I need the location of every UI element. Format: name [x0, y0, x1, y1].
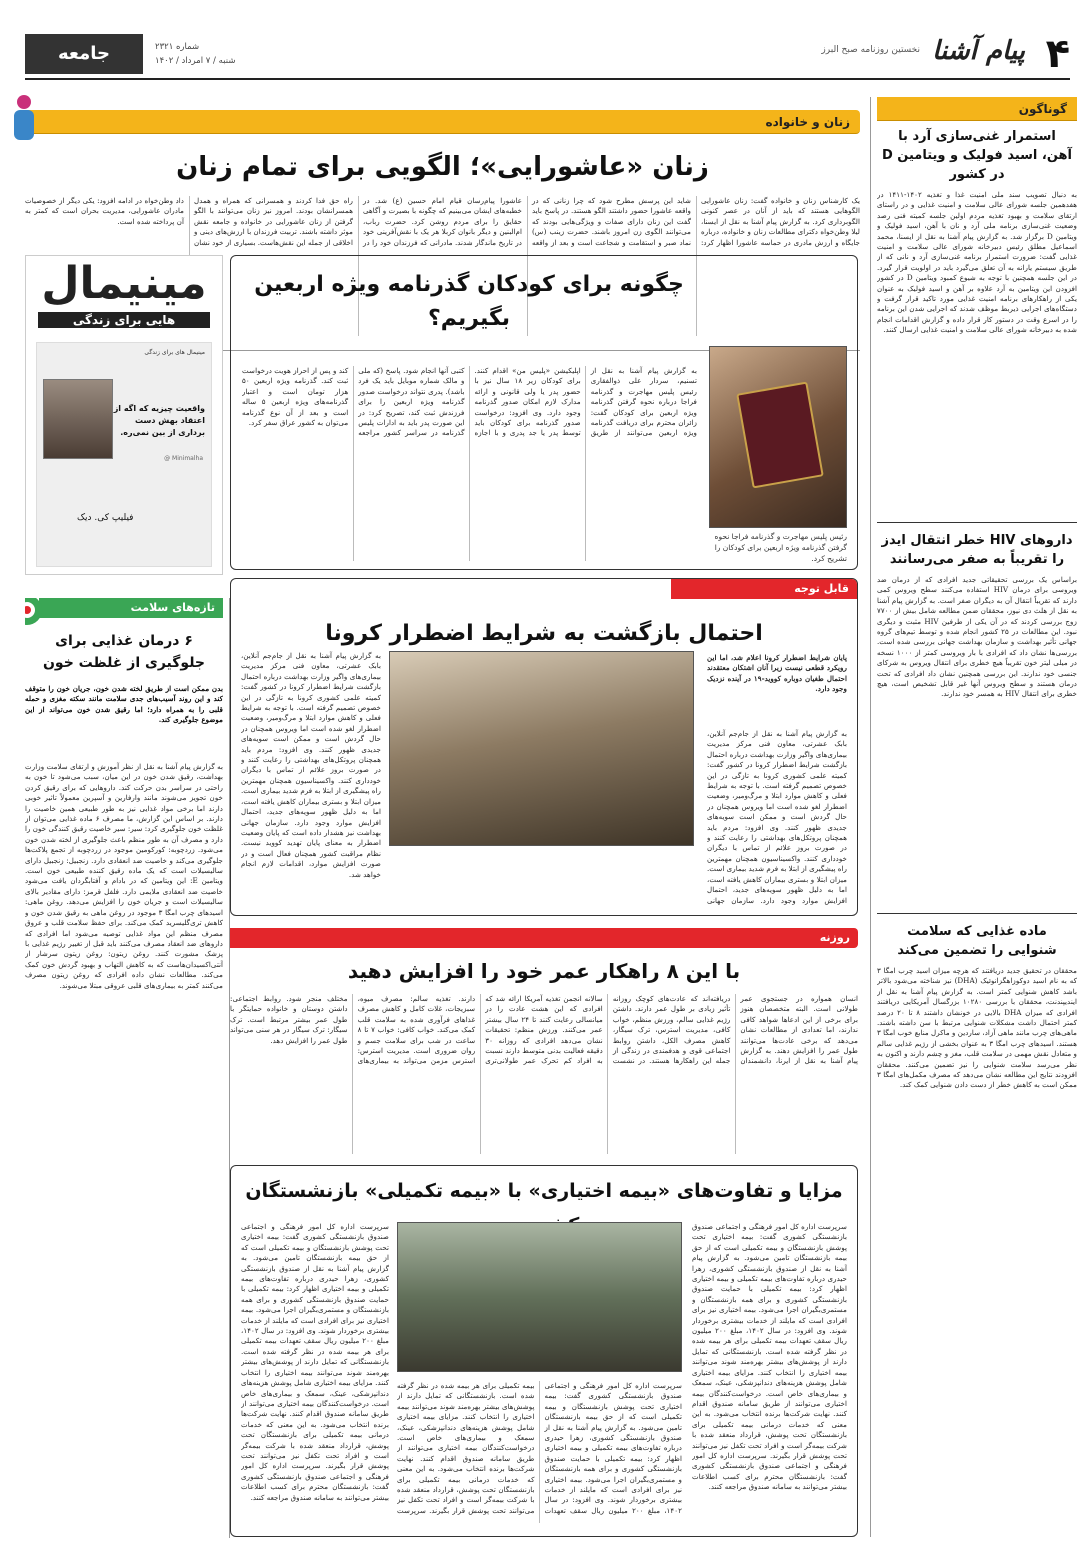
passport-icon — [736, 381, 824, 488]
corona-photo — [389, 651, 694, 846]
section-name: جامعه — [25, 34, 143, 74]
insurance-body-mid: سرپرست اداره کل امور فرهنگی و اجتماعی صندوق بازنشستگی کشوری گفت: بیمه اختیاری تحت پوشش بازنشستگان و بیمه تکمیلی است که از حق بیمه بازنشستگان تامین می‌شود. به گزارش پیام آشنا به نقل از صندوق بازنشستگی کشوری، زهرا حیدری درباره تفاوت‌های بیمه تکمیلی و بیمه اختیاری اظهار کرد: بیمه تکمیلی با حمایت صندوق بازنشستگی کشوری و برای همه بازنشستگان و مستمری‌بگیران اجرا می‌شود. بیمه اختیاری نیز برای افرادی است که مایلند از خدمات بیشتری برخوردار شوند. وی افزود: در سال ۱۴۰۲، مبلغ ۲۰۰ میلیون ریال سقف تعهدات بیمه تکمیلی برای هر بیمه شده در نظر گرفته شده است. بازنشستگانی که تمایل دارند از پوشش‌های بیشتر بهره‌مند شوند می‌توانند بیمه اختیاری را انتخاب کنند. مزایای بیمه اختیاری شامل پوشش هزینه‌های دندانپزشکی، عینک، سمعک و بیماری‌های خاص است. درخواست‌کنندگان بیمه اختیاری می‌توانند از طریق سامانه صندوق اقدام کنند. نهایت شرکت‌ها برنده انتخاب می‌شود. به این معنی که خدمات درمانی بیمه تکمیلی برای بازنشستگان تحت پوشش، قرارداد منعقد شده با شرکت بیمه‌گر است و افراد تحت تکفل نیز می‌توانند تحت پوشش قرار بگیرند. سرپرست — [397, 1381, 682, 1515]
corona-body-left: به گزارش پیام آشنا به نقل از جام‌جم آنلاین، بابک عشرتی، معاون فنی مرکز مدیریت بیماری‌های واگیر وزارت بهداشت درباره احتمال بازگشت شرایط اضطرار کرونا در کشور گفت: کمیته علمی کشوری کرونا به تازگی در این خصوص تصمیم گرفته است. با توجه به شرایط فعلی و کاهش موارد ابتلا و مرگ‌ومیر، وضعیت اضطرار لغو شده است اما ویروس همچنان در حال گردش است و ممکن است سویه‌های جدیدی ظهور کنند. وی افزود: مردم باید همچنان پروتکل‌های بهداشتی را رعایت کنند و در صورت بروز علائم از تماس با دیگران خودداری کنند. واکسیناسیون همچنان مهمترین راه پیشگیری از ابتلا به فرم شدید بیماری است. میزان ابتلا و بستری بیماران کاهش یافته است، اما به دلیل ظهور سویه‌های جدید، احتمال افزایش موارد وجود دارد. سازمان جهانی بهداشت نیز هشدار داده است که پایان وضعیت اضطرار به معنای پایان تهدید کووید نیست. نظام مراقبت کشور همچنان فعال است و در صورت افزایش موارد، اقدامات لازم انجام خواهد شد. — [241, 651, 381, 879]
corona-title: احتمال بازگشت به شرایط اضطرار کرونا — [325, 621, 763, 646]
women-tag-label: زنان و خانواده — [765, 115, 850, 129]
masthead — [25, 30, 1070, 80]
issue-number: شماره ۲۳۲۱ — [155, 42, 200, 52]
minimal-inner-tag: مینیمال های برای زندگی — [144, 349, 205, 356]
minimal-handle: @ Minimalha — [164, 455, 203, 462]
passport-photo — [709, 346, 847, 528]
masthead-logo: پیام آشنا — [932, 36, 1025, 66]
minimal-box — [25, 255, 223, 575]
sidebar-article-3-title: ماده غذایی که سلامت شنوایی را تضمین می‌کند — [897, 924, 1057, 958]
life-article — [230, 928, 858, 1160]
divider — [877, 522, 1077, 523]
right-sidebar — [877, 97, 1077, 1537]
women-body: یک کارشناس زنان و خانواده گفت: زنان عاشورایی الگوهایی هستند که باید از آنان در عصر کنونی الگوبرداری کرد. به گزارش پیام آشنا به نقل از ایسنا، لیلا وطن‌خواه دکترای مطالعات زنان و خانواده، درباره جایگاه و ارزش مادری در حماسه عاشورا اظهار کرد: شاید این پرسش مطرح شود که چرا زنانی که در واقعه عاشورا حضور داشتند الگو هستند. در پاسخ باید گفت این زنان دارای صفات و ویژگی‌هایی بودند که می‌توانند الگوی زن امروز باشند. حضرت زینب (س) نماد صبر و استقامت و شجاعت است و بعد از واقعه عاشورا پیام‌رسان قیام امام حسین (ع) شد. در خطبه‌های ایشان می‌بینیم که چگونه با بصیرت و آگاهی حقایق را برای مردم روشن کرد. حضرت رباب، ام‌البنین و دیگر بانوان کربلا هر یک با نقش‌آفرینی خود در تاریخ ماندگار شدند. مادرانی که فرزندان خود را در راه حق فدا کردند و همسرانی که همراه و همدل همسرانشان بودند. امروز نیز زنان می‌توانند با الگو گرفتن از زنان عاشورایی در خانواده و جامعه نقش موثر داشته باشند. تربیت فرزندان با ارزش‌های دینی و اخلاقی از جمله این نقش‌هاست. بسیاری از خود نشان داد وطن‌خواه در ادامه افزود: یکی دیگر از خصوصیات مادران عاشورایی، مدیریت بحران است که کمتر به آن پرداخته شده است. — [25, 196, 860, 247]
corona-lead: پایان شرایط اضطرار کرونا اعلام شد، اما این رویکرد قطعی نیست زیرا آنان اشتکان معتقدند احتمال طغیان دوباره کووید-۱۹ در آینده نزدیک وجود دارد. — [707, 653, 847, 694]
masthead-subtitle: نخستین روزنامه صبح البرز — [821, 45, 920, 55]
passport-title: چگونه برای کودکان گذرنامه ویژه اربعین بگیریم؟ — [254, 272, 684, 331]
insurance-body-right: سرپرست اداره کل امور فرهنگی و اجتماعی صندوق بازنشستگی کشوری گفت: بیمه اختیاری تحت پوشش بازنشستگان و بیمه تکمیلی است که از حق بیمه بازنشستگان تامین می‌شود. به گزارش پیام آشنا به نقل از صندوق بازنشستگی کشوری، زهرا حیدری درباره تفاوت‌های بیمه تکمیلی و بیمه اختیاری اظهار کرد: بیمه تکمیلی با حمایت صندوق بازنشستگی کشوری و برای همه بازنشستگان و مستمری‌بگیران اجرا می‌شود. بیمه اختیاری نیز برای افرادی است که مایلند از خدمات بیشتری برخوردار شوند. وی افزود: در سال ۱۴۰۲، مبلغ ۲۰۰ میلیون ریال سقف تعهدات بیمه تکمیلی برای هر بیمه شده در نظر گرفته شده است. بازنشستگانی که تمایل دارند از پوشش‌های بیشتر بهره‌مند شوند می‌توانند بیمه اختیاری را انتخاب کنند. مزایای بیمه اختیاری شامل پوشش هزینه‌های دندانپزشکی، عینک، سمعک و بیماری‌های خاص است. درخواست‌کنندگان بیمه اختیاری می‌توانند از طریق سامانه صندوق اقدام کنند. نهایت شرکت‌ها برنده انتخاب می‌شود. به این معنی که خدمات درمانی بیمه تکمیلی برای بازنشستگان تحت پوشش، قرارداد منعقد شده با شرکت بیمه‌گر است و افراد تحت تکفل نیز می‌توانند تحت پوشش قرار بگیرند. سرپرست اداره کل امور فرهنگی و اجتماعی صندوق بازنشستگی کشوری گفت: بازنشستگان محترم برای کسب اطلاعات بیشتر می‌توانند به سامانه صندوق مراجعه کنند. — [692, 1222, 847, 1492]
corona-body: به گزارش پیام آشنا به نقل از جام‌جم آنلاین، بابک عشرتی، معاون فنی مرکز مدیریت بیماری‌های واگیر وزارت بهداشت درباره احتمال بازگشت شرایط اضطرار کرونا در کشور گفت: کمیته علمی کشوری کرونا به تازگی در این خصوص تصمیم گرفته است. با توجه به شرایط فعلی و کاهش موارد ابتلا و مرگ‌ومیر، وضعیت اضطرار لغو شده است اما ویروس همچنان در حال گردش است و ممکن است سویه‌های جدیدی ظهور کنند. وی افزود: مردم باید همچنان پروتکل‌های بهداشتی را رعایت کنند و در صورت بروز علائم از تماس با دیگران خودداری کنند. واکسیناسیون همچنان مهمترین راه پیشگیری از ابتلا به فرم شدید بیماری است. میزان ابتلا و بستری بیماران کاهش یافته است، اما به دلیل ظهور سویه‌های جدید، احتمال افزایش موارد وجود دارد. سازمان جهانی — [707, 729, 847, 905]
health-tag: تازه‌های سلامت — [39, 598, 223, 618]
sidebar-divider — [870, 97, 871, 1537]
women-icon — [10, 92, 38, 142]
corona-article — [230, 578, 858, 916]
passport-body: به گزارش پیام آشنا به نقل از تسنیم، سردار علی ذوالفقاری رئیس پلیس مهاجرت و گذرنامه فراجا درباره نحوه گرفتن گذرنامه ویژه اربعین برای کودکان گفت: زائران محترم برای دریافت گذرنامه ویژه اربعین می‌توانند از طریق اپلیکیشن «پلیس من» اقدام کنند. برای کودکان زیر ۱۸ سال نیز با حضور پدر یا ولی قانونی و ارائه مدارک لازم امکان صدور گذرنامه وجود دارد. وی افزود: درخواست صدور گذرنامه برای کودکان باید توسط پدر یا جد پدری و با اجازه کتبی آنها انجام شود. پاسخ (که ملی و مالک شماره موبایل باید یک فرد باشد). پدری نتواند درخواست صدور گذرنامه ویژه اربعین را برای فرزندش ثبت کند، تصریح کرد: در این صورت پدر باید به ادارات پلیس گذرنامه در سراسر کشور مراجعه کند و پس از احراز هویت درخواست ثبت کند. گذرنامه ویژه اربعین ۵۰ هزار تومان است و اعتبار گذرنامه‌های ویژه اربعین ۵ ساله است و بعد از آن نوع گذرنامه می‌توان به کشور عراق سفر کرد. — [242, 366, 697, 438]
insurance-photo — [397, 1222, 682, 1372]
minimal-card — [36, 342, 212, 567]
women-title: زنان «عاشورایی»؛ الگویی برای تمام زنان — [176, 152, 709, 182]
life-body: انسان همواره در جستجوی عمر طولانی است. البته متخصصان هنوز برای برخی از این ادعاها شواهد کافی ندارند، اما تعدادی از مطالعات نشان می‌دهد که برخی عادت‌ها می‌توانند طول عمر را افزایش دهند. به گزارش پیام آشنا به نقل از ایرنا، دانشمندان دریافته‌اند که عادت‌های کوچک روزانه تأثیر زیادی بر طول عمر دارند. داشتن رژیم غذایی سالم، ورزش منظم، خواب کافی، مدیریت استرس، ترک سیگار، کاهش مصرف الکل، داشتن روابط اجتماعی قوی و هدفمندی در زندگی از جمله این راهکارها هستند. در نشست سالانه انجمن تغذیه آمریکا ارائه شد که افرادی که این هشت عادت را در میانسالی رعایت کنند تا ۲۴ سال بیشتر عمر می‌کنند. ورزش منظم: تحقیقات نشان می‌دهد افرادی که روزانه ۳۰ دقیقه فعالیت بدنی متوسط دارند نسبت به افراد کم تحرک عمر طولانی‌تری دارند. تغذیه سالم: مصرف میوه، سبزیجات، غلات کامل و کاهش مصرف غذاهای فرآوری شده به سلامت قلب کمک می‌کند. خواب کافی: خواب ۷ تا ۸ ساعت در شب برای سلامت جسم و روان ضروری است. مدیریت استرس: استرس مزمن می‌تواند به بیماری‌های مختلف منجر شود. روابط اجتماعی: داشتن دوستان و خانواده حمایتگر با طول عمر بیشتر مرتبط است. ترک سیگار: ترک سیگار در هر سنی می‌تواند طول عمر را افزایش دهد. — [230, 994, 858, 1066]
sidebar-article-3-body: محققان در تحقیق جدید دریافتند که هرچه میزان اسید چرب امگا ۳ که به نام اسید دوکوزاهگزانوئیک (DHA) نیز شناخته می‌شود بالاتر باشد کاهش شنوایی کمتر است. به گزارش پیام آشنا به نقل از ایندیپندنت، محققان با بررسی ۱۰۲۸۰ بزرگسال آمریکایی دریافتند افرادی که میزان DHA بالایی در خونشان داشتند ۸ تا ۲۰ درصد کمتر احتمال داشت مشکلات شنوایی مرتبط با سن داشته باشند. ماهی‌های چرب مانند ماهی آزاد، ساردین و ماکرل منابع خوب امگا ۳ هستند. اسیدهای چرب امگا ۳ به عنوان بخشی از رژیم غذایی سالم و متعادل نقش مهمی در سلامت قلب، مغز و چشم دارند و اکنون به نظر می‌رسد سلامت شنوایی را نیز تضمین می‌کنند. محققان افزودند نتایج این مطالعه نشان می‌دهد که مصرف مکمل‌های امگا ۳ ممکن است به کاهش خطر از دست دادن شنوایی کمک کند. — [877, 966, 1077, 1090]
corona-tag: قابل توجه — [671, 579, 857, 599]
insurance-title: مزایا و تفاوت‌های «بیمه اختیاری» با «بیمه تکمیلی» بازنشستگان — [245, 1180, 843, 1202]
minimal-portrait — [43, 379, 113, 459]
minimal-author: فیلیپ کی. دیک — [77, 513, 134, 523]
health-title: ۶ درمان غذایی برای جلوگیری از غلظت خون — [42, 633, 205, 671]
passport-caption: رئیس پلیس مهاجرت و گذرنامه فراجا نحوه گرفتن گذرنامه ویژه اربعین برای کودکان را تشریح کرد. — [714, 532, 847, 563]
sidebar-article-1-title: استمرار غنی‌سازی آرد با آهن، اسید فولیک و ویتامین D در کشور — [881, 129, 1073, 182]
health-lead: بدن ممکن است از طریق لخته شدن خون، جریان خون را متوقف کند و این روند آسیب‌های جدی سلامت مانند سکته مغزی و حمله قلبی را به همراه دارد؛ اما رقیق شدن خون می‌تواند از این موضوع جلوگیری کند. — [25, 684, 223, 725]
sidebar-tag: گوناگون — [877, 97, 1077, 121]
sidebar-article-1-body: به دنبال تصویب سند ملی امنیت غذا و تغذیه ۱۴۰۲-۱۴۱۱ در هفدهمین جلسه شورای عالی سلامت و امنیت غذایی و در راستای ارتقای سلامت و بهبود تغذیه مردم اولین جلسه کمیته فنی رصد وضعیت غنی‌سازی برنامه ملی آرد و نان با آهن، اسید فولیک و ویتامین D برگزار شد. به گزارش پیام آشنا به نقل از ایسنا، محمد اسماعیل مطلق رئیس دبیرخانه شورای عالی سلامت و امنیت غذایی گفت: ضرورت استمرار برنامه غنی‌سازی آرد و نانی که از طریق سیستم یارانه به آن تعلق می‌گیرد باید در اولویت قرار گیرد. در این جلسه همچنین با توجه به شیوع کمبود ویتامین D در کشور افزودن این ویتامین به آرد علاوه بر آهن و اسید فولیک به عنوان یکی از راهکارهای برنامه امنیت غذایی مورد تاکید قرار گرفت و دستگاه‌های اجرایی ذیربط موظف شدند که اجرایی شدن این برنامه را در اسرع وقت در دستور کار قرار داده و گزارش اقدامات انجام شده به دبیرخانه شورای عالی سلامت و امنیت غذایی ارسال کنند. — [877, 190, 1077, 335]
divider — [877, 913, 1077, 914]
sidebar-article-2-title: داروهای HIV خطر انتقال ایدز را تقریباً به صفر می‌رسانند — [881, 533, 1073, 567]
insurance-body-left: سرپرست اداره کل امور فرهنگی و اجتماعی صندوق بازنشستگی کشوری گفت: بیمه اختیاری تحت پوشش بازنشستگان و بیمه تکمیلی است که از حق بیمه بازنشستگان تامین می‌شود. به گزارش پیام آشنا به نقل از صندوق بازنشستگی کشوری، زهرا حیدری درباره تفاوت‌های بیمه تکمیلی و بیمه اختیاری اظهار کرد: بیمه تکمیلی با حمایت صندوق بازنشستگی کشوری و برای همه بازنشستگان و مستمری‌بگیران اجرا می‌شود. بیمه اختیاری نیز برای افرادی است که مایلند از خدمات بیشتری برخوردار شوند. وی افزود: در سال ۱۴۰۲، مبلغ ۲۰۰ میلیون ریال سقف تعهدات بیمه تکمیلی برای هر بیمه شده در نظر گرفته شده است. بازنشستگانی که تمایل دارند از پوشش‌های بیشتر بهره‌مند شوند می‌توانند بیمه اختیاری را انتخاب کنند. مزایای بیمه اختیاری شامل پوشش هزینه‌های دندانپزشکی، عینک، سمعک و بیماری‌های خاص است. درخواست‌کنندگان بیمه اختیاری می‌توانند از طریق سامانه صندوق اقدام کنند. نهایت شرکت‌ها برنده انتخاب می‌شود. به این معنی که خدمات درمانی بیمه تکمیلی برای بازنشستگان تحت پوشش، قرارداد منعقد شده با شرکت بیمه‌گر است و افراد تحت تکفل نیز می‌توانند تحت پوشش قرار بگیرند. سرپرست اداره کل امور فرهنگی و اجتماعی صندوق بازنشستگی کشوری گفت: بازنشستگان محترم برای کسب اطلاعات بیشتر می‌توانند به سامانه صندوق مراجعه کنند. — [241, 1222, 389, 1502]
women-tag — [25, 110, 860, 134]
health-article — [25, 598, 223, 1538]
issue-date: شنبه / ۷ امرداد / ۱۴۰۲ — [155, 56, 236, 66]
minimal-logo: مینیمال — [41, 258, 207, 309]
life-tag: روزنه — [230, 928, 858, 948]
page-number: ۴ — [1045, 31, 1070, 77]
life-title: با این ۸ راهکار عمر خود را افزایش دهید — [347, 959, 741, 983]
health-body: به گزارش پیام آشنا به نقل از نظر آموزش و ارتقای سلامت وزارت بهداشت، رقیق شدن خون در این میان، سبب می‌شود تا خون به راحتی در سراسر بدن حرکت کند. داروهایی که برای رقیق کردن خون تجویز می‌شوند مانند وارفارین و آسپرین معمولاً تاثیر خوبی دارند اما برخی مواد غذایی نیز به طور طبیعی همین خاصیت را دارند. بر اساس این گزارش، ما مصرف ۶ ماده غذایی می‌توان از غلظت خون جلوگیری کرد: سیر: سیر خاصیت رقیق کنندگی خون را دارد و مصرف آن به طور منظم باعث جلوگیری از لخته شدن خون می‌شود. زردچوبه: کورکومین موجود در زردچوبه از تجمع پلاکت‌ها جلوگیری می‌کند و خاصیت ضد انعقادی دارد. زنجبیل: زنجبیل دارای سالیسیلات است که یک ماده رقیق کننده طبیعی خون است. ویتامین E: این ویتامین که در بادام و آفتابگردان یافت می‌شود خاصیت ضد انعقادی ملایمی دارد. فلفل قرمز: دارای مقادیر بالای سالیسیلات است و جریان خون را افزایش می‌دهد. روغن ماهی: اسیدهای چرب امگا ۳ موجود در روغن ماهی به رقیق شدن خون و کاهش تری‌گلیسرید کمک می‌کند. برای حفظ سلامت قلب و عروق مصرف منظم این مواد غذایی توصیه می‌شود اما افرادی که داروهای ضد انعقاد مصرف می‌کنند باید قبل از تغییر رژیم غذایی با پزشک مشورت کنند. روغن زیتون: روغن زیتون سرشار از آنتی‌اکسیدان‌هاست که به کاهش التهاب و بهبود گردش خون کمک می‌کند. مطالعات نشان داده افرادی که روغن زیتون مصرف می‌کنند کمتر به بیماری‌های قلبی عروقی مبتلا می‌شوند. — [25, 762, 223, 990]
minimal-quote: واقعیت چیزیه که اگه از اعتقاد بهش دست برداری از بین نمی‌ره. — [113, 404, 205, 437]
passport-article — [230, 255, 858, 570]
minimal-logo-sub: هایی برای زندگی — [38, 312, 210, 328]
insurance-article — [230, 1165, 858, 1537]
sidebar-article-2-body: براساس یک بررسی تحقیقاتی جدید افرادی که از درمان ضد ویروسی برای درمان HIV استفاده می‌کنند سطح ویروس کمی دارند که تقریباً انتقال آن به دیگران صفر است. به گزارش پیام آشنا به نقل از هلث دی نیوز، محققان ضمن مطالعه شامل بیش از ۷۷۰۰ زوج بررسی کردند که در آن یکی از طرفین HIV مثبت و دیگری نبود. این مطالعات در ۲۵ کشور انجام شده و توسط تیم‌های گروه جهانی تأثیر بهداشت و سازمان بهداشت جهانی بررسی شده است. بررسی‌ها نشان داد که افرادی با بار ویروسی کمتر از ۱۰۰۰ نسخه در میلی لیتر خون تقریباً هیچ خطری برای انتقال ویروس به شرکای جنسی خود ندارند. این بررسی همچنین نشان داد افرادی که تحت درمان هستند و سطح ویروس آنها غیر قابل تشخیص است، هیچ خطری برای انتقال HIV به همسر خود ندارند. — [877, 575, 1077, 699]
health-icon — [25, 598, 44, 630]
